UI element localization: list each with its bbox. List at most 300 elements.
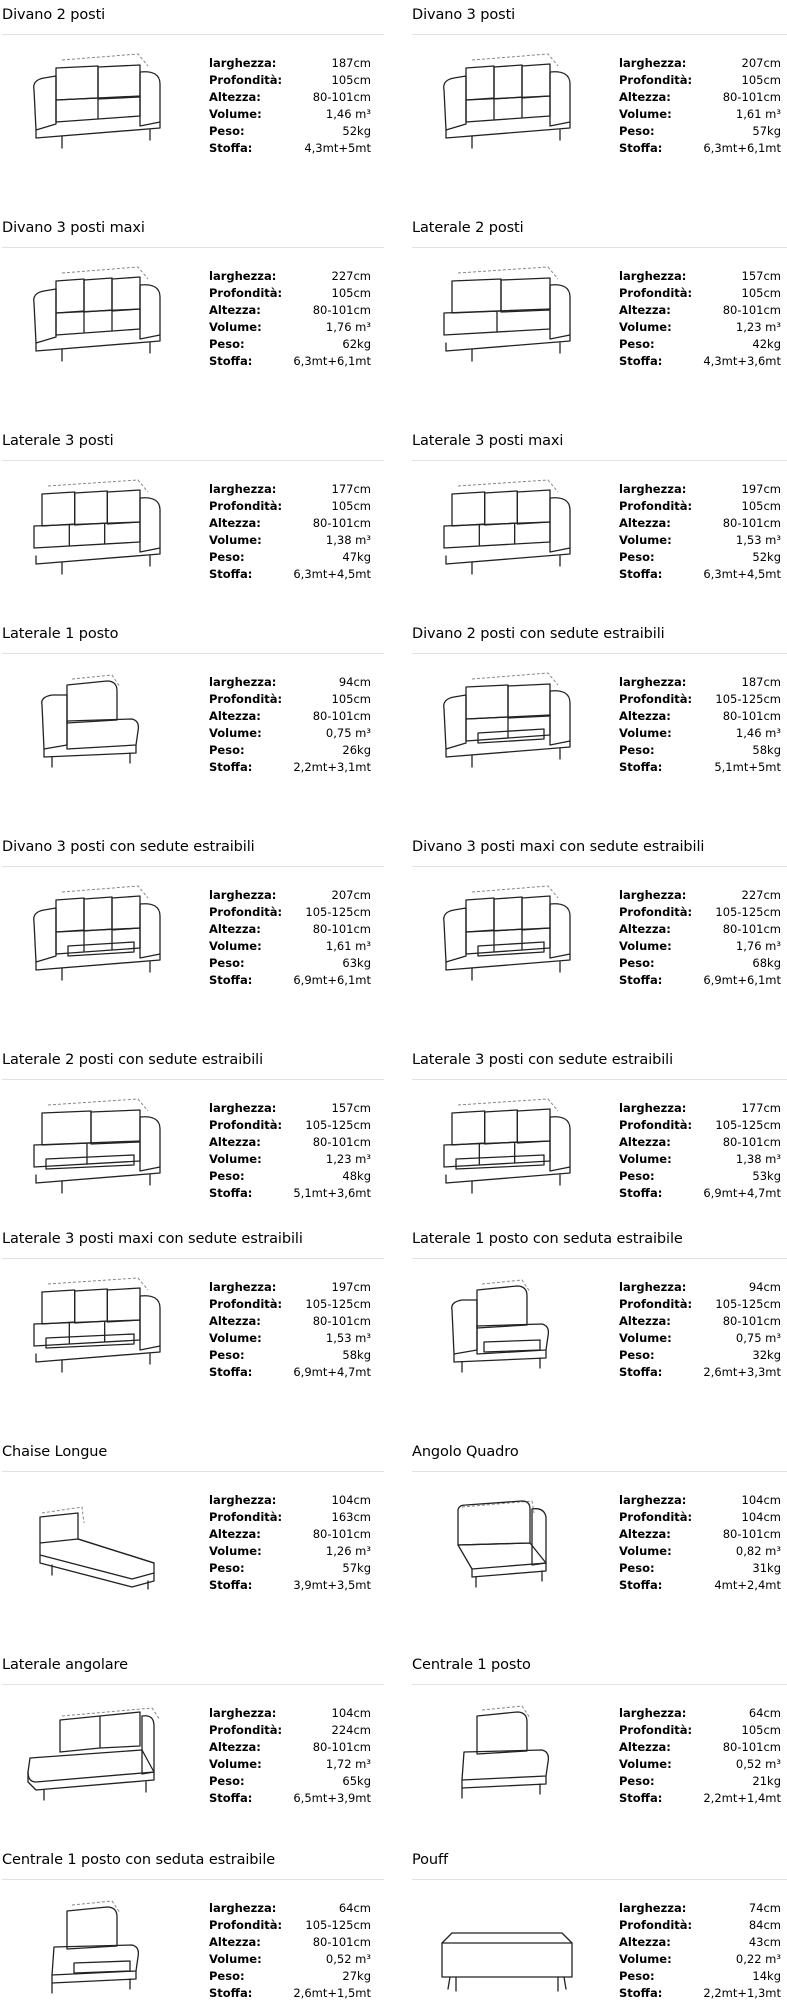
spec-row-weight xyxy=(619,549,781,566)
spec-label: Altezza: xyxy=(209,1740,261,1754)
spec-label: Peso: xyxy=(619,1169,655,1183)
spec-label: Stoffa: xyxy=(209,1578,253,1592)
product-card xyxy=(2,1443,384,1592)
spec-value: 105cm xyxy=(741,73,781,87)
spec-value: 31kg xyxy=(752,1561,781,1575)
spec-value: 57kg xyxy=(342,1561,371,1575)
spec-row-height xyxy=(209,1134,371,1151)
spec-label: Profondità: xyxy=(619,1297,693,1311)
spec-value: 63kg xyxy=(342,956,371,970)
side-3-icon xyxy=(12,472,182,582)
spec-value: 1,61 m³ xyxy=(735,107,781,121)
spec-row-weight xyxy=(209,549,371,566)
spec-value: 105cm xyxy=(331,499,371,513)
spec-value: 4mt+2,4mt xyxy=(714,1578,781,1592)
spec-label: Profondità: xyxy=(209,1118,283,1132)
divider xyxy=(412,1684,787,1685)
spec-label: larghezza: xyxy=(209,675,277,689)
spec-label: Profondità: xyxy=(619,1118,693,1132)
spec-label: Volume: xyxy=(619,1544,672,1558)
spec-value: 157cm xyxy=(331,1101,371,1115)
spec-list xyxy=(209,1279,371,1381)
spec-row-weight xyxy=(619,123,781,140)
spec-value: 5,1mt+3,6mt xyxy=(293,1186,371,1200)
spec-value: 224cm xyxy=(331,1723,371,1737)
divider xyxy=(2,1079,384,1080)
spec-label: larghezza: xyxy=(619,1493,687,1507)
spec-row-weight xyxy=(619,336,781,353)
central-1-pullout-icon xyxy=(12,1891,182,2001)
spec-row-width xyxy=(619,1900,781,1917)
spec-value: 227cm xyxy=(331,269,371,283)
spec-row-weight xyxy=(209,1968,371,1985)
spec-value: 58kg xyxy=(752,743,781,757)
spec-label: Peso: xyxy=(209,550,245,564)
spec-row-weight xyxy=(619,1968,781,1985)
product-card xyxy=(2,1051,384,1200)
spec-value: 4,3mt+3,6mt xyxy=(703,354,781,368)
spec-list xyxy=(209,55,371,157)
spec-value: 80-101cm xyxy=(722,922,781,936)
spec-value: 43cm xyxy=(748,1935,781,1949)
spec-value: 1,26 m³ xyxy=(325,1544,371,1558)
spec-row-fabric xyxy=(619,1790,781,1807)
spec-row-volume xyxy=(209,532,371,549)
spec-label: Altezza: xyxy=(619,709,671,723)
spec-label: Altezza: xyxy=(209,516,261,530)
spec-row-volume xyxy=(619,106,781,123)
spec-row-weight xyxy=(619,955,781,972)
spec-value: 4,3mt+5mt xyxy=(304,141,371,155)
product-title: Chaise Longue xyxy=(2,1444,108,1460)
spec-value: 80-101cm xyxy=(312,1740,371,1754)
spec-label: Peso: xyxy=(209,1561,245,1575)
spec-label: Stoffa: xyxy=(209,354,253,368)
spec-value: 80-101cm xyxy=(722,709,781,723)
spec-label: larghezza: xyxy=(209,56,277,70)
spec-row-width xyxy=(209,1705,371,1722)
spec-value: 94cm xyxy=(338,675,371,689)
spec-value: 3,9mt+3,5mt xyxy=(293,1578,371,1592)
spec-row-depth xyxy=(619,498,781,515)
spec-label: Profondità: xyxy=(619,1918,693,1932)
spec-row-width xyxy=(619,674,781,691)
product-title: Laterale 3 posti xyxy=(2,433,114,449)
spec-row-height xyxy=(619,1526,781,1543)
product-title: Laterale 3 posti maxi xyxy=(412,433,564,449)
spec-value: 0,52 m³ xyxy=(325,1952,371,1966)
spec-value: 80-101cm xyxy=(312,1314,371,1328)
side-2-pullout-icon xyxy=(12,1091,182,1201)
spec-value: 65kg xyxy=(342,1774,371,1788)
spec-label: Altezza: xyxy=(209,1314,261,1328)
product-card xyxy=(2,6,384,155)
spec-label: larghezza: xyxy=(209,1280,277,1294)
spec-label: Altezza: xyxy=(619,1527,671,1541)
spec-label: larghezza: xyxy=(209,888,277,902)
spec-label: Altezza: xyxy=(209,709,261,723)
product-card xyxy=(412,432,787,581)
spec-label: Profondità: xyxy=(619,286,693,300)
spec-row-depth xyxy=(209,1296,371,1313)
spec-value: 94cm xyxy=(748,1280,781,1294)
spec-row-fabric xyxy=(209,1790,371,1807)
spec-label: Profondità: xyxy=(209,499,283,513)
spec-row-width xyxy=(619,1705,781,1722)
product-card xyxy=(412,1443,787,1592)
spec-label: Volume: xyxy=(209,107,262,121)
product-title: Angolo Quadro xyxy=(412,1444,519,1460)
spec-value: 177cm xyxy=(741,1101,781,1115)
spec-label: Volume: xyxy=(209,320,262,334)
spec-row-fabric xyxy=(209,1185,371,1202)
product-title: Laterale 3 posti con sedute estraibili xyxy=(412,1052,674,1068)
spec-row-width xyxy=(209,268,371,285)
product-title: Laterale 1 posto con seduta estraibile xyxy=(412,1231,683,1247)
spec-row-fabric xyxy=(209,566,371,583)
divider xyxy=(412,34,787,35)
side-2-icon xyxy=(422,259,592,369)
spec-row-weight xyxy=(209,1168,371,1185)
spec-value: 1,38 m³ xyxy=(325,533,371,547)
spec-value: 80-101cm xyxy=(722,1135,781,1149)
spec-row-fabric xyxy=(209,972,371,989)
spec-label: larghezza: xyxy=(619,56,687,70)
product-card xyxy=(2,1851,384,2000)
spec-list xyxy=(619,1492,781,1594)
spec-row-fabric xyxy=(619,140,781,157)
spec-value: 6,3mt+6,1mt xyxy=(293,354,371,368)
spec-label: larghezza: xyxy=(209,1101,277,1115)
divider xyxy=(412,460,787,461)
spec-row-volume xyxy=(619,1543,781,1560)
spec-label: larghezza: xyxy=(619,482,687,496)
spec-row-height xyxy=(209,1526,371,1543)
spec-label: Stoffa: xyxy=(619,973,663,987)
spec-value: 105cm xyxy=(741,499,781,513)
spec-list xyxy=(619,1900,781,2002)
spec-label: Profondità: xyxy=(209,1723,283,1737)
spec-value: 105-125cm xyxy=(305,905,371,919)
product-card xyxy=(2,625,384,774)
spec-value: 105-125cm xyxy=(715,905,781,919)
product-title: Laterale 2 posti con sedute estraibili xyxy=(2,1052,264,1068)
spec-row-depth xyxy=(619,691,781,708)
product-title: Divano 3 posti xyxy=(412,7,516,23)
spec-row-depth xyxy=(209,1917,371,1934)
spec-row-volume xyxy=(619,725,781,742)
spec-row-fabric xyxy=(619,1985,781,2002)
spec-row-height xyxy=(619,1134,781,1151)
spec-label: Stoffa: xyxy=(209,141,253,155)
spec-row-volume xyxy=(619,532,781,549)
divider xyxy=(412,653,787,654)
spec-label: Volume: xyxy=(209,533,262,547)
spec-label: Volume: xyxy=(209,1544,262,1558)
spec-value: 21kg xyxy=(752,1774,781,1788)
divider xyxy=(412,866,787,867)
sofa-2-pullout-icon xyxy=(422,665,592,775)
spec-list xyxy=(619,1705,781,1807)
spec-label: Volume: xyxy=(619,320,672,334)
spec-value: 6,9mt+4,7mt xyxy=(703,1186,781,1200)
spec-row-volume xyxy=(209,1756,371,1773)
corner-square-icon xyxy=(422,1483,592,1593)
spec-label: Stoffa: xyxy=(619,1986,663,2000)
spec-value: 6,3mt+4,5mt xyxy=(703,567,781,581)
spec-value: 68kg xyxy=(752,956,781,970)
spec-row-weight xyxy=(209,336,371,353)
spec-label: Altezza: xyxy=(209,90,261,104)
spec-label: larghezza: xyxy=(619,1706,687,1720)
spec-label: Peso: xyxy=(619,1561,655,1575)
spec-label: Altezza: xyxy=(209,1935,261,1949)
spec-row-weight xyxy=(209,955,371,972)
spec-row-height xyxy=(209,708,371,725)
spec-value: 2,2mt+1,4mt xyxy=(703,1791,781,1805)
spec-label: Peso: xyxy=(619,337,655,351)
divider xyxy=(2,247,384,248)
spec-row-fabric xyxy=(209,1577,371,1594)
spec-row-volume xyxy=(209,725,371,742)
spec-value: 104cm xyxy=(331,1706,371,1720)
spec-list xyxy=(209,1492,371,1594)
spec-value: 80-101cm xyxy=(312,922,371,936)
spec-value: 1,76 m³ xyxy=(325,320,371,334)
spec-row-fabric xyxy=(619,972,781,989)
divider xyxy=(2,653,384,654)
spec-list xyxy=(209,481,371,583)
product-card xyxy=(412,838,787,987)
spec-value: 80-101cm xyxy=(312,1135,371,1149)
spec-value: 0,22 m³ xyxy=(735,1952,781,1966)
spec-value: 163cm xyxy=(331,1510,371,1524)
spec-list xyxy=(619,268,781,370)
spec-label: larghezza: xyxy=(209,1901,277,1915)
spec-row-width xyxy=(209,1492,371,1509)
spec-value: 1,53 m³ xyxy=(325,1331,371,1345)
spec-label: larghezza: xyxy=(619,1101,687,1115)
spec-row-depth xyxy=(619,72,781,89)
spec-label: Peso: xyxy=(209,956,245,970)
spec-label: Peso: xyxy=(209,124,245,138)
spec-label: Volume: xyxy=(619,1757,672,1771)
spec-label: Stoffa: xyxy=(209,1186,253,1200)
spec-label: Peso: xyxy=(619,956,655,970)
spec-row-volume xyxy=(209,106,371,123)
spec-value: 80-101cm xyxy=(722,1740,781,1754)
spec-row-volume xyxy=(209,1543,371,1560)
divider xyxy=(412,1471,787,1472)
spec-value: 1,46 m³ xyxy=(325,107,371,121)
spec-row-depth xyxy=(619,285,781,302)
spec-row-depth xyxy=(619,1296,781,1313)
spec-label: Profondità: xyxy=(209,73,283,87)
spec-value: 105-125cm xyxy=(305,1118,371,1132)
product-card xyxy=(2,1656,384,1805)
product-card xyxy=(412,6,787,155)
spec-row-depth xyxy=(209,72,371,89)
spec-row-depth xyxy=(619,1722,781,1739)
spec-value: 1,23 m³ xyxy=(325,1152,371,1166)
spec-list xyxy=(619,1279,781,1381)
spec-label: larghezza: xyxy=(619,1280,687,1294)
spec-value: 105-125cm xyxy=(715,1118,781,1132)
spec-value: 80-101cm xyxy=(722,303,781,317)
spec-value: 105cm xyxy=(331,286,371,300)
spec-row-volume xyxy=(209,938,371,955)
spec-label: larghezza: xyxy=(209,482,277,496)
spec-label: Volume: xyxy=(209,1757,262,1771)
spec-row-width xyxy=(209,481,371,498)
spec-list xyxy=(209,1900,371,2002)
spec-label: Volume: xyxy=(209,1152,262,1166)
central-1-icon xyxy=(422,1696,592,1806)
spec-row-volume xyxy=(209,1330,371,1347)
product-card xyxy=(412,219,787,368)
spec-row-width xyxy=(209,55,371,72)
spec-value: 62kg xyxy=(342,337,371,351)
product-card xyxy=(412,1656,787,1805)
side-3-maxi-icon xyxy=(422,472,592,582)
product-card xyxy=(2,1230,384,1379)
spec-value: 6,3mt+4,5mt xyxy=(293,567,371,581)
spec-label: Altezza: xyxy=(209,303,261,317)
spec-row-volume xyxy=(619,1151,781,1168)
spec-value: 57kg xyxy=(752,124,781,138)
spec-value: 2,6mt+1,5mt xyxy=(293,1986,371,2000)
spec-label: Altezza: xyxy=(619,303,671,317)
spec-label: Peso: xyxy=(619,743,655,757)
spec-row-weight xyxy=(209,1560,371,1577)
spec-value: 6,5mt+3,9mt xyxy=(293,1791,371,1805)
spec-label: Profondità: xyxy=(209,905,283,919)
spec-label: Profondità: xyxy=(619,499,693,513)
spec-row-weight xyxy=(619,1560,781,1577)
spec-value: 6,9mt+4,7mt xyxy=(293,1365,371,1379)
spec-row-height xyxy=(209,515,371,532)
spec-label: Stoffa: xyxy=(209,1365,253,1379)
spec-row-volume xyxy=(209,319,371,336)
spec-row-height xyxy=(619,921,781,938)
spec-value: 84cm xyxy=(748,1918,781,1932)
sofa-3-maxi-pullout-icon xyxy=(422,878,592,988)
spec-row-fabric xyxy=(209,140,371,157)
spec-value: 105-125cm xyxy=(305,1918,371,1932)
spec-row-weight xyxy=(209,1773,371,1790)
spec-value: 47kg xyxy=(342,550,371,564)
spec-value: 227cm xyxy=(741,888,781,902)
side-1-pullout-icon xyxy=(422,1270,592,1380)
spec-row-height xyxy=(209,89,371,106)
spec-label: Stoffa: xyxy=(619,567,663,581)
spec-row-volume xyxy=(209,1151,371,1168)
spec-value: 1,46 m³ xyxy=(735,726,781,740)
spec-value: 80-101cm xyxy=(722,1314,781,1328)
spec-value: 105cm xyxy=(741,286,781,300)
spec-row-depth xyxy=(619,904,781,921)
spec-label: Stoffa: xyxy=(619,354,663,368)
spec-value: 0,75 m³ xyxy=(325,726,371,740)
spec-list xyxy=(619,887,781,989)
spec-label: Altezza: xyxy=(619,90,671,104)
spec-label: larghezza: xyxy=(619,888,687,902)
spec-row-height xyxy=(209,1934,371,1951)
spec-label: Peso: xyxy=(619,1774,655,1788)
spec-row-height xyxy=(209,1739,371,1756)
spec-value: 177cm xyxy=(331,482,371,496)
spec-value: 1,72 m³ xyxy=(325,1757,371,1771)
spec-row-width xyxy=(209,1100,371,1117)
spec-value: 187cm xyxy=(741,675,781,689)
spec-label: Peso: xyxy=(619,550,655,564)
product-title: Divano 3 posti maxi xyxy=(2,220,145,236)
spec-row-height xyxy=(209,921,371,938)
spec-list xyxy=(209,1100,371,1202)
spec-label: Volume: xyxy=(619,1152,672,1166)
spec-value: 1,53 m³ xyxy=(735,533,781,547)
divider xyxy=(412,247,787,248)
spec-label: Volume: xyxy=(209,1952,262,1966)
spec-value: 0,82 m³ xyxy=(735,1544,781,1558)
divider xyxy=(412,1879,787,1880)
product-title: Laterale 1 posto xyxy=(2,626,119,642)
spec-row-fabric xyxy=(619,566,781,583)
spec-label: Altezza: xyxy=(619,1314,671,1328)
product-card xyxy=(412,1230,787,1379)
product-title: Laterale 3 posti maxi con sedute estraibili xyxy=(2,1231,303,1247)
spec-value: 105-125cm xyxy=(305,1297,371,1311)
spec-label: Stoffa: xyxy=(209,973,253,987)
spec-label: Stoffa: xyxy=(209,760,253,774)
divider xyxy=(412,1258,787,1259)
spec-row-fabric xyxy=(209,759,371,776)
spec-value: 48kg xyxy=(342,1169,371,1183)
spec-value: 104cm xyxy=(741,1510,781,1524)
spec-row-volume xyxy=(619,1756,781,1773)
chaise-longue-icon xyxy=(12,1483,182,1593)
spec-label: Stoffa: xyxy=(619,1791,663,1805)
spec-row-width xyxy=(619,481,781,498)
spec-list xyxy=(619,481,781,583)
spec-row-height xyxy=(619,708,781,725)
product-title: Divano 2 posti xyxy=(2,7,106,23)
spec-label: Volume: xyxy=(619,1331,672,1345)
spec-label: Peso: xyxy=(209,1348,245,1362)
spec-row-width xyxy=(209,1279,371,1296)
spec-value: 0,52 m³ xyxy=(735,1757,781,1771)
spec-label: Peso: xyxy=(209,1169,245,1183)
side-1-icon xyxy=(12,665,182,775)
spec-value: 105cm xyxy=(331,692,371,706)
spec-label: Profondità: xyxy=(619,692,693,706)
spec-list xyxy=(619,55,781,157)
product-title: Divano 3 posti con sedute estraibili xyxy=(2,839,255,855)
spec-label: Stoffa: xyxy=(619,1365,663,1379)
spec-value: 64cm xyxy=(748,1706,781,1720)
spec-value: 105-125cm xyxy=(715,692,781,706)
sofa-3-maxi-icon xyxy=(12,259,182,369)
pouf-icon xyxy=(422,1891,592,2001)
spec-row-fabric xyxy=(209,1985,371,2002)
spec-label: Altezza: xyxy=(619,516,671,530)
spec-row-width xyxy=(209,674,371,691)
spec-row-volume xyxy=(619,319,781,336)
spec-value: 27kg xyxy=(342,1969,371,1983)
product-title: Divano 3 posti maxi con sedute estraibili xyxy=(412,839,705,855)
spec-label: Volume: xyxy=(209,939,262,953)
spec-value: 80-101cm xyxy=(312,1935,371,1949)
